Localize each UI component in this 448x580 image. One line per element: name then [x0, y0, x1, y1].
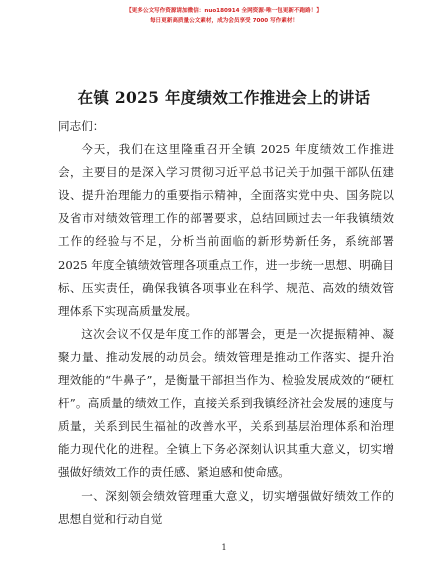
banner-line-2: 每日更新高质量公文素材，成为会员享受 7000 写作素材！	[149, 18, 299, 24]
salutation: 同志们：	[58, 119, 105, 133]
paragraph-1: 今天，我们在这里隆重召开全镇 2025 年度绩效工作推进会，主要目的是深入学习贯彻习近平总书记关于加强干部队伍建设、提升治理能力的重要指示精神，全面落实党中央、国务院以及省市对绩效管理工作的部署要求，总结回顾过去一年我镇绩效工作的经验与不足，分析当前面临的新形势新任务，系统部署 2025 年度全镇绩效管理各项重点工作，进一步统一思想、明确目标、压实责任，确保我镇各项事业在科学、规范、高效的绩效管理体系下实现高质量发展。	[58, 142, 394, 318]
document-body	[58, 115, 394, 531]
banner-line-1: 【更多公文写作资源请加微信：nuo180914 全网资源·唯一包更新不跑路！】	[126, 8, 322, 14]
paragraph-2: 这次会议不仅是年度工作的部署会，更是一次提振精神、凝聚力量、推动发展的动员会。绩效管理是推动工作落实、提升治理效能的“牛鼻子”，是衡量干部担当作为、检验发展成效的“硬杠杆”。高质量的绩效工作，直接关系到我镇经济社会发展的速度与质量，关系到民生福祉的改善水平，关系到基层治理体系和治理能力现代化的进程。全镇上下务必深刻认识其重大意义，切实增强做好绩效工作的责任感、紧迫感和使命感。	[58, 326, 394, 480]
promo-banner	[0, 6, 448, 26]
page-number: 1	[221, 543, 227, 552]
section-heading-1: 一、深刻领会绩效管理重大意义，切实增强做好绩效工作的思想自觉和行动自觉	[58, 488, 394, 526]
document-title: 在镇 2025 年度绩效工作推进会上的讲话	[77, 88, 371, 107]
